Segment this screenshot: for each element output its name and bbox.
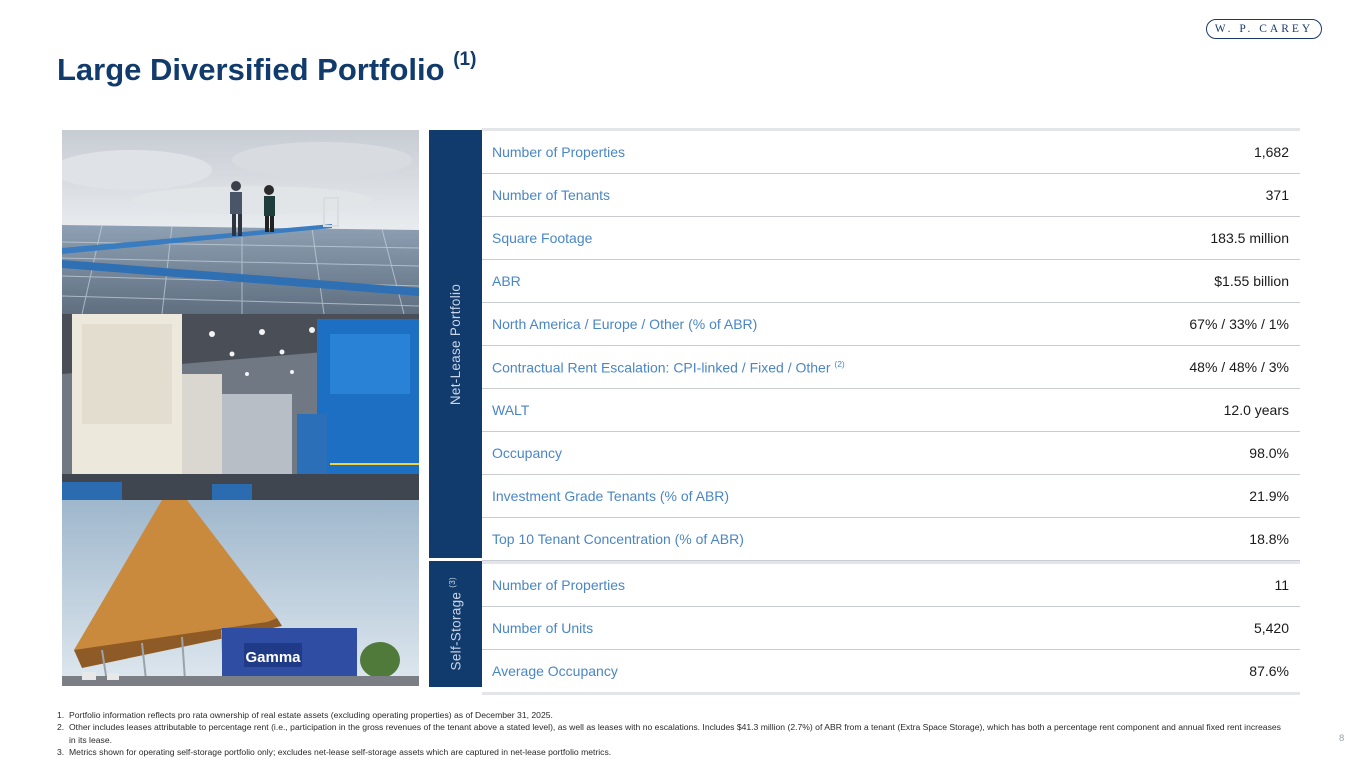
footnote: 2. Other includes leases attributable to percentage rent (i.e., participation in the gross revenues of the tenant above a stated level), as well as leases with no escalations. Includes $41.3 million (2.7%) of ABR from a tenant (Extra Space Storage), which has both a percentage rent component and annual fixed rent increases in its lease. xyxy=(57,722,1281,745)
portfolio-metrics xyxy=(482,128,1300,695)
retail-store-photo xyxy=(62,500,419,686)
company-logo: W. P. CAREY xyxy=(1206,19,1322,39)
table-row: WALT 12.0 years xyxy=(482,389,1300,432)
table-row: Number of Tenants 371 xyxy=(482,174,1300,217)
net-lease-band xyxy=(429,130,482,558)
page-number: 8 xyxy=(1339,733,1345,744)
photo-collage xyxy=(62,130,419,686)
table-row: Contractual Rent Escalation: CPI-linked / Fixed / Other $^{(2)}$ 48% / 48% / 3% xyxy=(482,346,1300,389)
footnote: 3. Metrics shown for operating self-storage portfolio only; excludes net-lease self-storage assets which are captured in net-lease portfolio metrics. xyxy=(57,746,612,757)
table-row: Average Occupancy 87.6% xyxy=(482,650,1300,695)
footnote: 1. Portfolio information reflects pro rata ownership of real estate assets (excluding operating properties) as of December 31, 2025. xyxy=(57,710,553,720)
table-row: Square Footage 183.5 million xyxy=(482,217,1300,260)
net-lease-label: Net-Lease Portfolio xyxy=(448,283,464,405)
factory-interior-photo xyxy=(62,314,419,500)
self-storage-band xyxy=(429,561,482,687)
table-row: Top 10 Tenant Concentration (% of ABR) 18.8% xyxy=(482,518,1300,561)
table-row: Number of Units 5,420 xyxy=(482,607,1300,650)
store-sign: Gamma xyxy=(245,649,301,666)
solar-roof-photo xyxy=(62,130,419,314)
footnotes xyxy=(57,709,1287,758)
table-row: North America / Europe / Other (% of ABR) 67% / 33% / 1% xyxy=(482,303,1300,346)
self-storage-label: Self-Storage $^{(3)}$ xyxy=(447,577,464,671)
table-row: Investment Grade Tenants (% of ABR) 21.9% xyxy=(482,475,1300,518)
page-title: Large Diversified Portfolio $^{(1)}$ xyxy=(57,48,477,87)
net-lease-table xyxy=(482,131,1300,561)
title-footnote-ref: (1) xyxy=(453,48,477,70)
table-row: Number of Properties 11 xyxy=(482,564,1300,607)
self-storage-table xyxy=(482,564,1300,695)
table-row: ABR $1.55 billion xyxy=(482,260,1300,303)
table-row: Number of Properties 1,682 xyxy=(482,131,1300,174)
table-row: Occupancy 98.0% xyxy=(482,432,1300,475)
